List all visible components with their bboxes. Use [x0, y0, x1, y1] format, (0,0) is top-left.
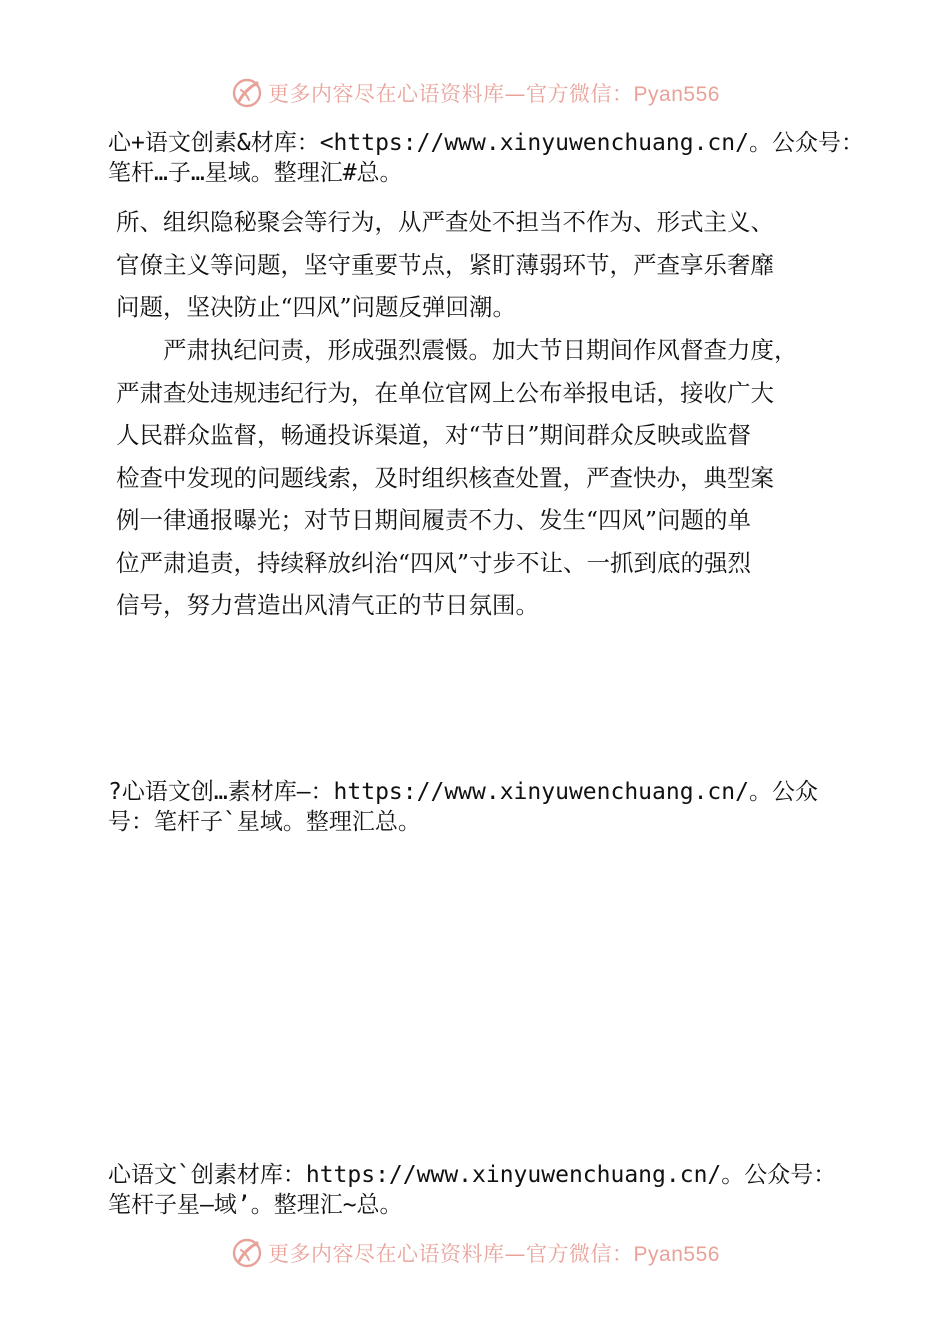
banner-text [268, 1238, 720, 1268]
watermark-text-3 [108, 1160, 868, 1220]
watermark-text-1 [108, 128, 868, 188]
paragraph-line: 官僚主义等问题，坚守重要节点，紧盯薄弱环节，严查享乐奢靡 [116, 250, 774, 279]
paragraph-line: 人民群众监督，畅通投诉渠道，对“节日”期间群众反映或监督 [116, 421, 752, 449]
brush-logo-icon [230, 1236, 264, 1270]
banner-dash: — [504, 82, 527, 106]
paragraph-line: 所、组织隐秘聚会等行为，从严查处不担当不作为、形式主义、 [116, 208, 774, 236]
header-banner [0, 73, 950, 113]
banner-slogan: 更多内容尽在心语资料库 [268, 1242, 505, 1266]
paragraph-line: 位严肃追责，持续释放纠治“四风”寸步不让、一抓到底的强烈 [116, 548, 752, 577]
watermark-3-line-2: 笔杆子星—域’。整理汇~总。 [108, 1192, 403, 1218]
footer-banner [0, 1233, 950, 1273]
watermark-2-line-1: ?心语文创…素材库—：https://www.xinyuwenchuang.cn/。公众 [108, 779, 818, 805]
banner-dash: — [504, 1242, 527, 1266]
watermark-2-line-2: 号：笔杆子`星域。整理汇总。 [108, 809, 421, 835]
paragraph-line: 严肃执纪问责，形成强烈震慑。加大节日期间作风督查力度， [116, 336, 798, 364]
banner-contact-label: 官方微信： [526, 82, 634, 106]
body-paragraph-2 [116, 329, 844, 627]
banner-contact-label: 官方微信： [526, 1242, 634, 1266]
brush-logo-icon [230, 76, 264, 110]
paragraph-line: 检查中发现的问题线索，及时组织核查处置，严查快办，典型案 [116, 463, 774, 492]
paragraph-line: 问题，坚决防止“四风”问题反弹回潮。 [116, 293, 517, 321]
watermark-text-2 [108, 777, 868, 837]
body-paragraph-1 [116, 201, 844, 329]
watermark-3-line-1: 心语文`创素材库：https://www.xinyuwenchuang.cn/。公众号： [108, 1162, 837, 1188]
banner-slogan: 更多内容尽在心语资料库 [268, 82, 505, 106]
banner-text [268, 78, 720, 108]
paragraph-line: 例一律通报曝光；对节日期间履责不力、发生“四风”问题的单 [116, 506, 752, 534]
watermark-1-line-2: 笔杆…子…星域。整理汇#总。 [108, 160, 403, 186]
paragraph-line: 严肃查处违规违纪行为，在单位官网上公布举报电话，接收广大 [116, 378, 774, 407]
paragraph-line: 信号，努力营造出风清气正的节日氛围。 [116, 591, 539, 619]
banner-wechat-id: Pyan556 [633, 1243, 720, 1266]
watermark-1-line-1: 心+语文创素&材库：<https://www.xinyuwenchuang.cn/。公众号： [108, 130, 864, 156]
banner-wechat-id: Pyan556 [633, 83, 720, 106]
